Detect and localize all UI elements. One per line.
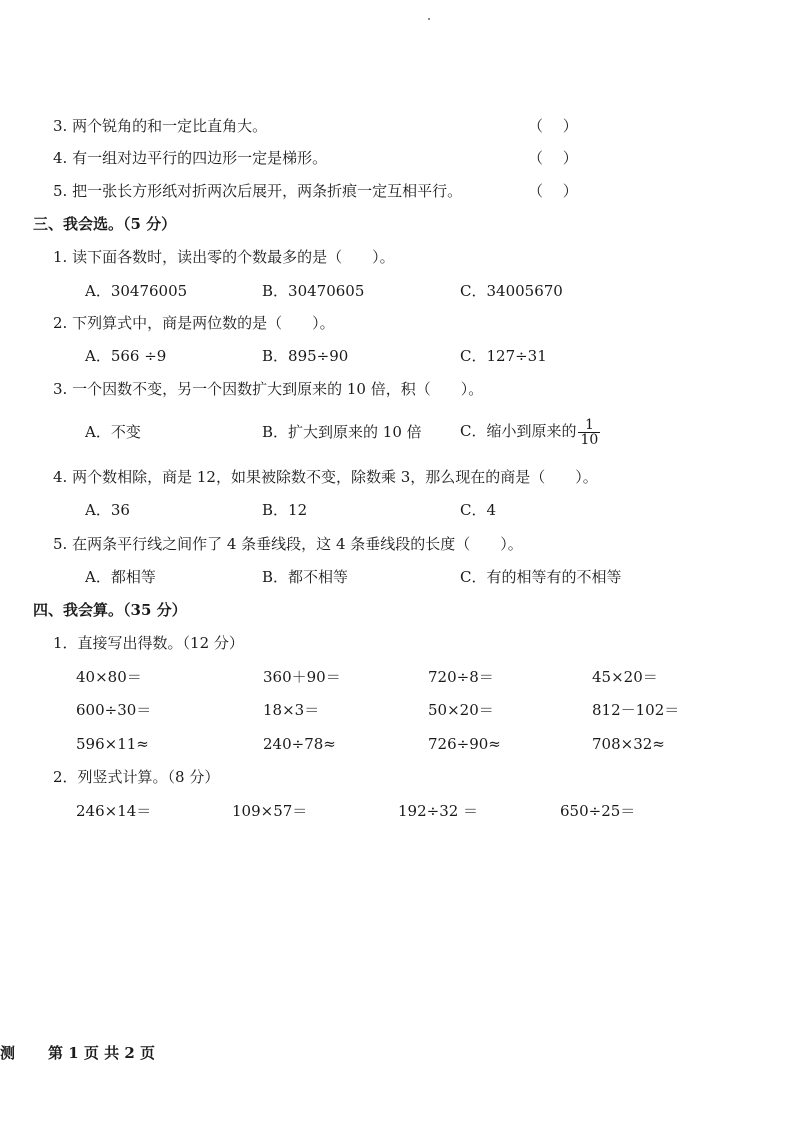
vertical-calc-item: 246×14＝ [76, 802, 152, 820]
item-number: 3. [53, 117, 68, 135]
question-number: 1. [53, 248, 68, 266]
calc-item: 726÷90≈ [428, 735, 501, 753]
question-text: 读下面各数时，读出零的个数最多的是（ ）。 [72, 248, 395, 266]
question-text: 一个因数不变，另一个因数扩大到原来的 10 倍，积（ ）。 [72, 380, 484, 398]
option-b[interactable]: B．12 [262, 501, 308, 519]
option-b[interactable]: B．895÷90 [262, 347, 349, 365]
option-c[interactable]: C．34005670 [460, 282, 563, 300]
question-number: 4. [53, 468, 68, 486]
calc-item: 596×11≈ [76, 735, 149, 753]
option-a[interactable]: A．566 ÷9 [85, 347, 167, 365]
calc-item: 600÷30＝ [76, 701, 152, 719]
fraction [578, 418, 600, 447]
vertical-calc-item: 192÷32 ＝ [398, 802, 479, 820]
option-b[interactable]: B．都不相等 [262, 568, 349, 586]
calc-item: 40×80＝ [76, 668, 142, 686]
scan-speck [428, 18, 430, 20]
option-b[interactable]: B．扩大到原来的 10 倍 [262, 423, 422, 441]
question-4 [53, 467, 598, 487]
option-c[interactable]: C．127÷31 [460, 347, 547, 365]
option-c[interactable]: C．有的相等有的不相等 [460, 568, 622, 586]
page-number: 第 1 页 共 2 页 [48, 1044, 155, 1062]
answer-paren[interactable]: （ ） [528, 149, 578, 167]
option-a[interactable]: A．不变 [85, 423, 141, 441]
item-number: 5. [53, 182, 68, 200]
question-text: 两个数相除，商是 12，如果被除数不变，除数乘 3，那么现在的商是（ ）。 [72, 468, 598, 486]
calc-item: 18×3＝ [263, 701, 320, 719]
item-text: 有一组对边平行的四边形一定是梯形。 [72, 149, 328, 167]
footer-left-text: 测 [0, 1044, 16, 1062]
section3-heading: 三、我会选。（5 分） [33, 215, 177, 233]
judge-item-3 [53, 116, 267, 136]
question-text: 下列算式中，商是两位数的是（ ）。 [72, 314, 335, 332]
calc-item: 45×20＝ [592, 668, 658, 686]
option-a[interactable]: A．都相等 [85, 568, 156, 586]
item-text: 两个锐角的和一定比直角大。 [72, 117, 268, 135]
vertical-calc-item: 650÷25＝ [560, 802, 636, 820]
question-2 [53, 313, 335, 333]
option-c[interactable] [460, 411, 600, 451]
question-5 [53, 534, 523, 554]
option-c[interactable]: C．4 [460, 501, 497, 519]
option-b[interactable]: B．30470605 [262, 282, 365, 300]
question-3 [53, 379, 483, 399]
calc-item: 50×20＝ [428, 701, 494, 719]
calc-item: 360＋90＝ [263, 668, 341, 686]
answer-paren[interactable]: （ ） [528, 182, 578, 200]
calc-item: 240÷78≈ [263, 735, 336, 753]
judge-item-4 [53, 148, 327, 168]
vertical-calc-item: 109×57＝ [232, 802, 308, 820]
calc-item: 812－102＝ [592, 701, 680, 719]
question-1 [53, 247, 395, 267]
question-number: 2. [53, 314, 68, 332]
calc-item: 708×32≈ [592, 735, 665, 753]
part1-title: 1．直接写出得数。（12 分） [53, 634, 244, 652]
option-a[interactable]: A．36 [85, 501, 130, 519]
section4-heading: 四、我会算。（35 分） [33, 601, 187, 619]
calc-item: 720÷8＝ [428, 668, 494, 686]
option-c-text: C．缩小到原来的 [460, 422, 577, 440]
option-a[interactable]: A．30476005 [85, 282, 188, 300]
question-number: 5. [53, 535, 68, 553]
fraction-denominator: 10 [580, 431, 599, 448]
question-number: 3. [53, 380, 68, 398]
item-number: 4. [53, 149, 68, 167]
fraction-numerator: 1 [584, 416, 594, 433]
question-text: 在两条平行线之间作了 4 条垂线段，这 4 条垂线段的长度（ ）。 [72, 535, 523, 553]
answer-paren[interactable]: （ ） [528, 117, 578, 135]
judge-item-5 [53, 181, 462, 201]
item-text: 把一张长方形纸对折两次后展开，两条折痕一定互相平行。 [72, 182, 463, 200]
part2-title: 2．列竖式计算。（8 分） [53, 768, 220, 786]
